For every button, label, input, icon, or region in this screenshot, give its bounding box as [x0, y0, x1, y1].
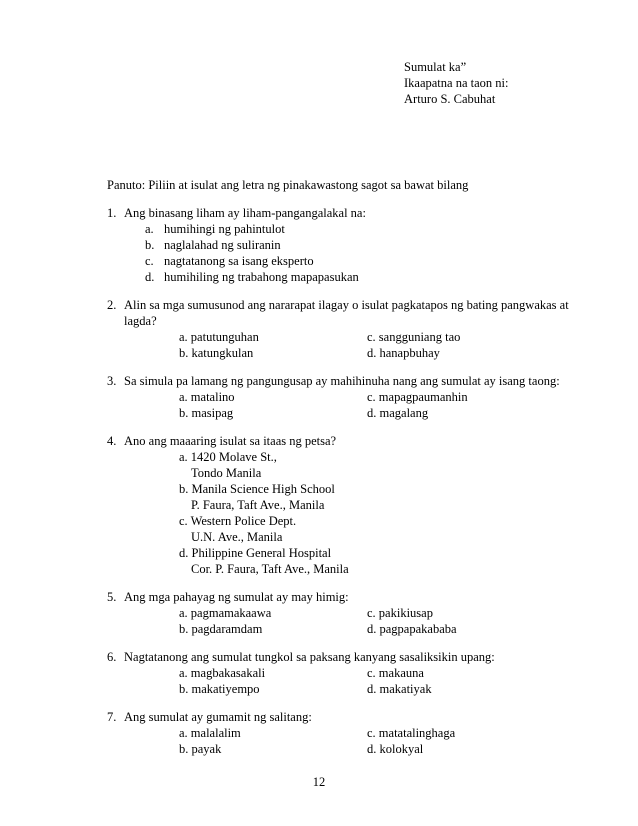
question-text: Ang mga pahayag ng sumulat ay may himig: [124, 590, 349, 604]
option-text: nagtatanong sa isang eksperto [164, 254, 314, 268]
option-line: P. Faura, Taft Ave., Manila [191, 498, 325, 512]
question-5 [107, 589, 597, 637]
option-c: c. matatalinghaga [367, 726, 456, 740]
option-d: d. makatiyak [367, 682, 432, 696]
option-line: Cor. P. Faura, Taft Ave., Manila [191, 562, 349, 576]
option-b: b. pagdaramdam [179, 622, 263, 636]
question-4 [107, 433, 597, 577]
question-number: 6. [107, 650, 117, 664]
option-a: a. patutunguhan [179, 330, 259, 344]
question-text: Sa simula pa lamang ng pangungusap ay mahihinuha nang ang sumulat ay isang taong: [124, 374, 560, 388]
question-number: 1. [107, 206, 117, 220]
option-line: U.N. Ave., Manila [191, 530, 283, 544]
question-number: 7. [107, 710, 117, 724]
option-text: humihingi ng pahintulot [164, 222, 285, 236]
option-d [179, 545, 597, 577]
author-header [404, 59, 508, 107]
option-d: d. pagpapakababa [367, 622, 457, 636]
question-options [179, 605, 597, 637]
option-a: a. magbakasakali [179, 666, 266, 680]
question-6 [107, 649, 597, 697]
option-letter: a. [145, 222, 154, 236]
question-3 [107, 373, 597, 421]
header-line-1: Sumulat ka” [404, 60, 467, 74]
option-a: a. pagmamakaawa [179, 606, 272, 620]
question-2 [107, 297, 597, 361]
option-line: b. Manila Science High School [179, 482, 335, 496]
option-b [145, 237, 597, 253]
option-c [145, 253, 597, 269]
option-b: b. katungkulan [179, 346, 254, 360]
option-letter: c. [145, 254, 154, 268]
option-line: c. Western Police Dept. [179, 514, 297, 528]
option-c: c. sangguniang tao [367, 330, 461, 344]
question-options [179, 449, 597, 577]
option-d: d. hanapbuhay [367, 346, 440, 360]
header-line-2: Ikaapatna na taon ni: [404, 76, 509, 90]
question-number: 5. [107, 590, 117, 604]
question-number: 2. [107, 298, 117, 312]
option-b: b. makatiyempo [179, 682, 260, 696]
option-b: b. masipag [179, 406, 234, 420]
question-options [179, 665, 597, 697]
question-7 [107, 709, 597, 757]
header-line-3: Arturo S. Cabuhat [404, 92, 496, 106]
question-text: Ang sumulat ay gumamit ng salitang: [124, 710, 312, 724]
question-number: 3. [107, 374, 117, 388]
option-d: d. magalang [367, 406, 429, 420]
option-a: a. malalalim [179, 726, 241, 740]
option-c: c. mapagpaumanhin [367, 390, 468, 404]
option-a [145, 221, 597, 237]
question-number: 4. [107, 434, 117, 448]
option-b [179, 481, 597, 513]
question-list [107, 205, 597, 769]
option-letter: d. [145, 270, 155, 284]
question-text: Alin sa mga sumusunod ang nararapat ilagay o isulat pagkatapos ng bating pangwakas at lagda? [124, 298, 569, 328]
question-text: Nagtatanong ang sumulat tungkol sa paksang kanyang sasaliksikin upang: [124, 650, 495, 664]
option-line: d. Philippine General Hospital [179, 546, 332, 560]
question-options [179, 389, 597, 421]
option-c: c. pakikiusap [367, 606, 433, 620]
option-c [179, 513, 597, 545]
question-text: Ang binasang liham ay liham-pangangalakal na: [124, 206, 366, 220]
question-text: Ano ang maaaring isulat sa itaas ng petsa? [124, 434, 337, 448]
question-options [145, 221, 597, 285]
question-1 [107, 205, 597, 285]
option-letter: b. [145, 238, 155, 252]
question-options [179, 725, 597, 757]
option-d: d. kolokyal [367, 742, 424, 756]
option-text: humihiling ng trabahong mapapasukan [164, 270, 359, 284]
question-options [179, 329, 597, 361]
option-c: c. makauna [367, 666, 424, 680]
option-d [145, 269, 597, 285]
option-a: a. matalino [179, 390, 235, 404]
option-a [179, 449, 597, 481]
option-line: Tondo Manila [191, 466, 262, 480]
page-number: 12 [312, 775, 326, 789]
option-b: b. payak [179, 742, 222, 756]
option-line: a. 1420 Molave St., [179, 450, 277, 464]
instructions-text: Panuto: Piliin at isulat ang letra ng pinakawastong sagot sa bawat bilang [107, 178, 469, 192]
option-text: naglalahad ng suliranin [164, 238, 281, 252]
